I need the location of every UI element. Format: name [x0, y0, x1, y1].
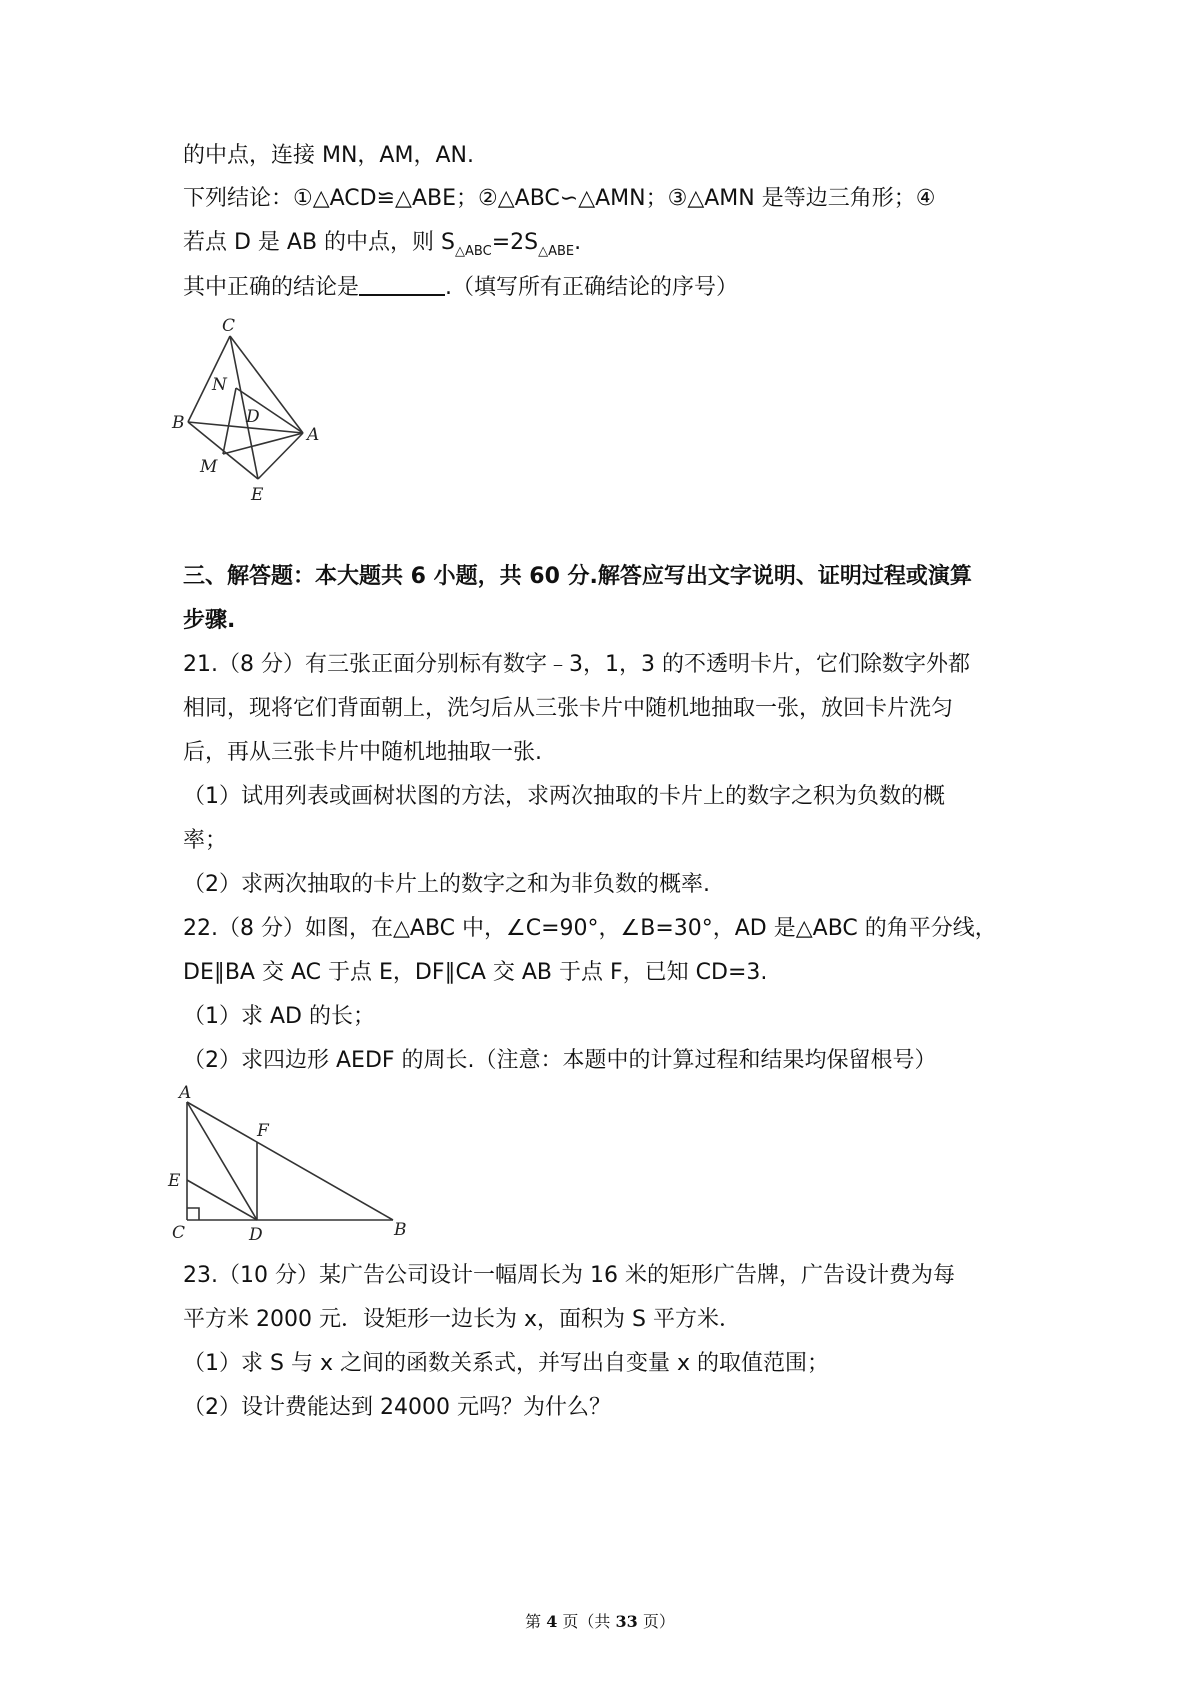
q22-part-1: （1）求 AD 的长； [183, 1004, 375, 1029]
label-c: C [172, 1223, 186, 1242]
q21-part-1: （1）试用列表或画树状图的方法，求两次抽取的卡片上的数字之积为负数的概 [183, 784, 945, 809]
label-c: C [222, 316, 236, 336]
label-b: B [172, 413, 185, 433]
q21-part-2: （2）求两次抽取的卡片上的数字之和为非负数的概率. [183, 872, 710, 897]
q20-line-3-end: . [574, 230, 582, 255]
q21-line-1: 21.（8 分）有三张正面分别标有数字﹣3，1，3 的不透明卡片，它们除数字外都 [183, 652, 970, 677]
answer-blank [359, 272, 445, 296]
q22-part-2: （2）求四边形 AEDF 的周长.（注意：本题中的计算过程和结果均保留根号） [183, 1048, 937, 1073]
q23-line-1: 23.（10 分）某广告公司设计一幅周长为 16 米的矩形广告牌，广告设计费为每 [183, 1263, 955, 1288]
q22-line-1: 22.（8 分）如图，在△ABC 中，∠C=90°，∠B=30°，AD 是△ABC 的角平分线， [183, 916, 997, 941]
total-pages: 33 [615, 1612, 638, 1631]
label-m: M [200, 457, 218, 477]
q20-subscript-abc: △ABC [455, 244, 492, 259]
edge-ab [187, 1102, 393, 1220]
q23-part-2: （2）设计费能达到 24000 元吗？为什么？ [183, 1395, 611, 1420]
q23-part-1: （1）求 S 与 x 之间的函数关系式，并写出自变量 x 的取值范围； [183, 1351, 829, 1376]
q20-subscript-abe: △ABE [538, 244, 575, 259]
q20-line-3-mid: =2S [491, 230, 539, 255]
q20-line-4 [183, 272, 738, 303]
edge-ed [187, 1180, 257, 1220]
q20-line-4-pre: 其中正确的结论是 [183, 275, 360, 300]
section-3-heading-cont: 步骤. [183, 608, 236, 633]
q20-line-2: 下列结论：①△ACD≌△ABE；②△ABC∽△AMN；③△AMN 是等边三角形；④ [183, 186, 936, 211]
section-3-heading: 三、解答题：本大题共 6 小题，共 60 分.解答应写出文字说明、证明过程或演算 [183, 564, 972, 589]
label-a: A [179, 1083, 192, 1103]
label-d: D [246, 407, 260, 427]
label-a: A [307, 425, 320, 445]
footer-post: 页） [637, 1612, 675, 1631]
label-n: N [212, 375, 227, 395]
label-d: D [249, 1225, 263, 1242]
page-number: 4 [546, 1612, 558, 1631]
right-angle-mark [187, 1208, 199, 1220]
edge-ad [187, 1102, 257, 1220]
q20-line-3 [183, 228, 581, 267]
edge-nm [223, 388, 236, 454]
q20-line-1: 的中点，连接 MN，AM，AN. [183, 143, 474, 168]
q20-line-3-pre: 若点 D 是 AB 的中点，则 S [183, 230, 456, 255]
edge-ma [223, 433, 303, 454]
label-b: B [394, 1220, 407, 1240]
label-f: F [257, 1121, 269, 1141]
footer-mid: 页（共 [557, 1612, 616, 1631]
q21-part-1-cont: 率； [183, 828, 228, 853]
q21-line-3: 后，再从三张卡片中随机地抽取一张. [183, 740, 542, 765]
page-footer [0, 1609, 1200, 1632]
edge-ea [258, 433, 303, 479]
label-e: E [251, 485, 264, 505]
q20-figure [170, 316, 340, 511]
q21-line-2: 相同，现将它们背面朝上，洗匀后从三张卡片中随机地抽取一张，放回卡片洗匀 [183, 696, 954, 721]
q20-line-4-post: .（填写所有正确结论的序号） [445, 275, 739, 300]
q22-figure [165, 1082, 415, 1242]
q23-line-2: 平方米 2000 元．设矩形一边长为 x，面积为 S 平方米． [183, 1307, 741, 1332]
label-e: E [168, 1171, 181, 1191]
edge-ca [230, 336, 303, 433]
footer-pre: 第 [525, 1612, 547, 1631]
q22-line-2: DE∥BA 交 AC 于点 E，DF∥CA 交 AB 于点 F，已知 CD=3. [183, 960, 768, 985]
